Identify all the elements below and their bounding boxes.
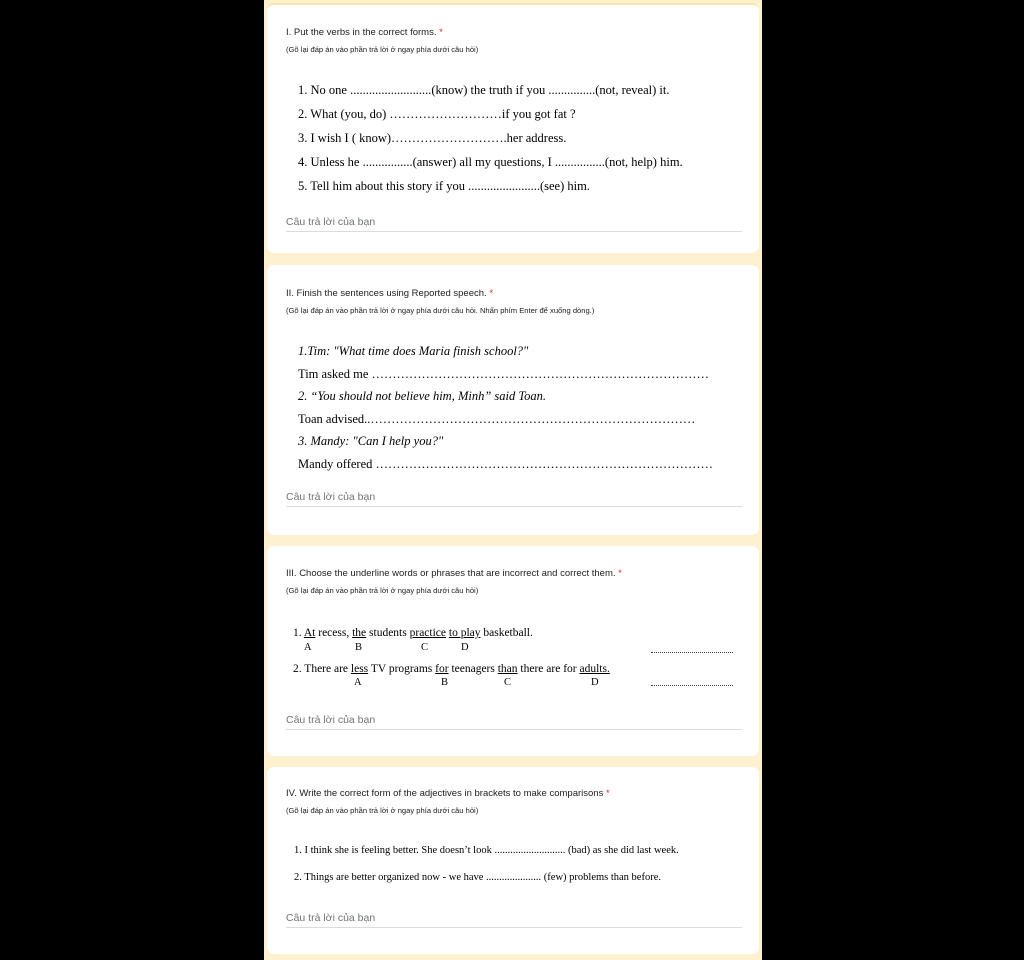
question-line: 1. At recess, the students practice to play basketball. [293,627,533,639]
required-marker: * [605,788,610,799]
question-card-4 [267,767,759,954]
answer-input[interactable] [286,909,742,928]
required-marker: * [618,568,622,579]
question-title: I. Put the verbs in the correct forms. * [286,27,443,38]
underlined-phrase-d: adults. [579,663,610,675]
option-letter: C [421,642,429,653]
question-line: 2. There are less TV programs for teenagers than there are for adults. [293,663,610,675]
answer-blank [651,652,733,653]
question-title: II. Finish the sentences using Reported speech. * [286,288,494,299]
question-line: 1.Tim: "What time does Maria finish school?" [298,344,529,358]
underlined-phrase-c: practice [409,627,446,639]
question-line: 2. What (you, do) ………………………if you got fat ? [298,107,576,121]
underlined-phrase-d: to play [448,627,481,639]
option-letter: D [461,642,469,653]
underlined-phrase-c: than [497,663,518,675]
question-line: 1. No one ..........................(know) the truth if you ...............(not, reveal) it. [298,83,670,97]
question-line: 5. Tell him about this story if you .......................(see) him. [298,179,590,193]
question-hint: (Gõ lại đáp án vào phần trả lời ở ngay phía dưới câu hỏi) [286,45,479,54]
answer-input[interactable] [286,213,742,232]
underlined-phrase-a: At [303,627,316,639]
question-line: 2. “You should not believe him, Minh” said Toan. [298,389,547,403]
option-letter: B [441,677,449,688]
underlined-phrase-a: less [350,663,369,675]
underlined-phrase-b: the [352,627,367,639]
question-line: 3. I wish I ( know)……………………….her address. [298,131,567,145]
question-title: IV. Write the correct form of the adjectives in brackets to make comparisons * [286,788,610,799]
option-letter: A [304,642,312,653]
option-letter: D [591,677,599,688]
question-line: 2. Things are better organized now - we have ..................... (few) problems than before. [294,872,661,883]
answer-input[interactable] [286,488,742,507]
question-title: III. Choose the underline words or phrases that are incorrect and correct them. * [286,568,622,579]
question-line: Toan advised..…………………………………………………………………… [298,412,696,426]
required-marker: * [489,288,494,299]
required-marker: * [439,27,443,38]
option-letter: A [354,677,362,688]
answer-input[interactable] [286,711,742,730]
option-letter: C [504,677,512,688]
question-hint: (Gõ lại đáp án vào phần trả lời ở ngay phía dưới câu hỏi) [286,806,479,815]
form-page [264,0,762,960]
option-letter: B [355,642,363,653]
question-card-2 [267,265,759,535]
question-line: 1. I think she is feeling better. She doesn’t look ........................... (bad) as she did last week. [294,845,679,856]
question-hint: (Gõ lại đáp án vào phần trả lời ở ngay phía dưới câu hỏi) [286,586,479,595]
underlined-phrase-b: for [435,663,449,675]
question-line: 4. Unless he ................(answer) all my questions, I ................(not, help) him. [298,155,683,169]
answer-blank [651,685,733,686]
question-card-1 [267,3,759,253]
question-hint: (Gõ lại đáp án vào phần trả lời ở ngay phía dưới câu hỏi. Nhấn phím Enter để xuống dòng.) [286,306,595,315]
question-card-3 [267,546,759,756]
question-line: Tim asked me ……………………………………………………………………… [298,367,709,381]
question-line: 3. Mandy: "Can I help you?" [298,434,444,448]
question-line: Mandy offered ……………………………………………………………………… [298,457,714,471]
